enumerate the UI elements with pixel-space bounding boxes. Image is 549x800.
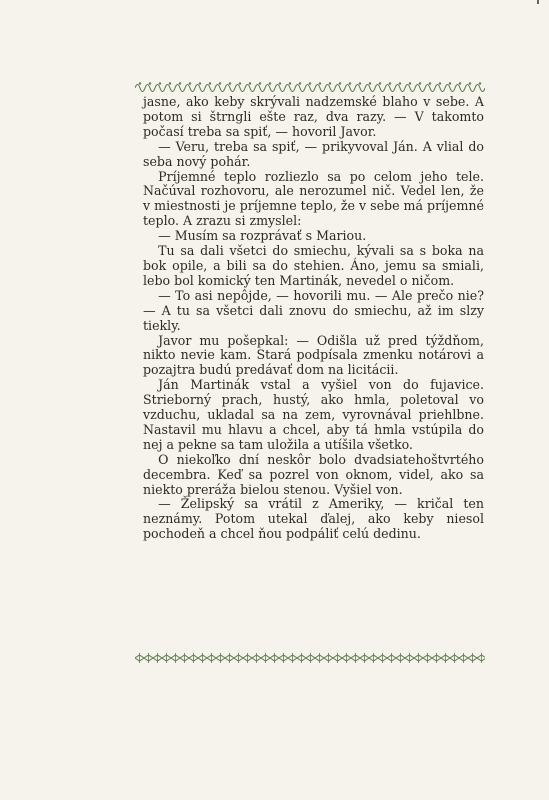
paragraph: — Musím sa rozprávať s Mariou. [158, 228, 367, 244]
paragraph: Ján Martinák vstal a vyšiel von do fujavice. Strieborný prach, hustý, ako hmla, poletoval vo vzduchu, ukladal sa na zem, vyrovnával priehlbne. Nastavil mu hlavu a chcel, aby tá hmla vstúpila do nej a pekne sa tam uložila a utíšila všetko. [143, 377, 484, 452]
paragraph: Tu sa dali všetci do smiechu, kývali sa s boka na bok opile, a bili sa do stehien. Áno, jemu sa smiali, lebo bol komický ten Martinák, nevedel o ničom. [143, 243, 484, 288]
top-ornament-border [135, 80, 485, 92]
paragraph: — Veru, treba sa spiť, — prikyvoval Ján. A vlial do seba nový pohár. [143, 138, 484, 169]
page-text [143, 95, 484, 542]
paragraph: jasne, ako keby skrývali nadzemské blaho v sebe. A potom si štrngli ešte raz, dva razy. — V takomto počasí treba sa spiť, — hovoril Javor. [143, 94, 484, 139]
paragraph: Javor mu pošepkal: — Odišla už pred týždňom, nikto nevie kam. Stará podpísala zmenku notárovi a pozajtra budú predávať dom na licitácii. [143, 332, 484, 378]
bottom-ornament-border [135, 652, 485, 664]
paragraph: O niekoľko dní neskôr bolo dvadsiatehoštvrtého decembra. Keď sa pozrel von oknom, videl, ako sa niekto preráža bielou stenou. Vyšiel von. [143, 451, 484, 497]
paragraph: Príjemné teplo rozliezlo sa po celom jeho tele. Načúval rozhovoru, ale nerozumel nič. Vedel len, že v miestnosti je príjemne teplo, že v sebe má príjemné teplo. A zrazu si zmyslel: [143, 168, 484, 229]
paragraph: — To asi nepôjde, — hovorili mu. — Ale prečo nie? — A tu sa všetci dali znovu do smiechu, až im slzy tiekly. [143, 287, 484, 333]
page-corner-mark [537, 0, 539, 4]
paragraph: — Želipský sa vrátil z Ameriky, — kričal ten neznámy. Potom utekal ďalej, ako keby niesol pochodeň a chcel ňou podpáliť celú dedinu. [143, 496, 484, 542]
